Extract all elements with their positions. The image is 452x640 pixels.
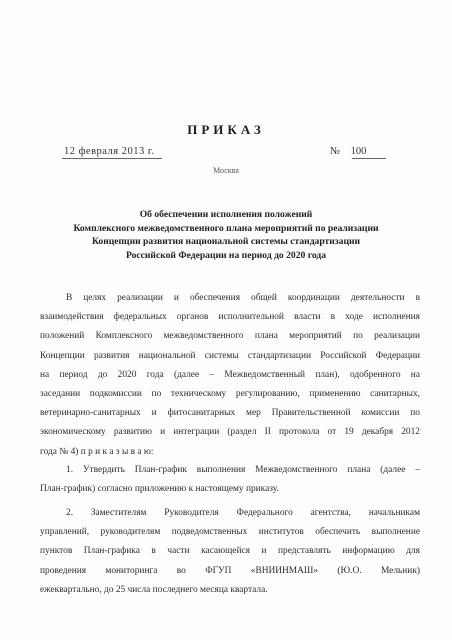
paragraph-line: заседании подкомиссии по техническому регулированию, применению санитарных, <box>40 389 420 400</box>
item-line: проведения мониторинга во ФГУП «ВНИИНМАШ» (Ю.О. Мельник) <box>40 565 420 576</box>
paragraph-preamble <box>40 289 420 462</box>
paragraph-line: В целях реализации и обеспечения общей координации деятельности в <box>66 293 420 303</box>
item-line: пунктов План-графика в части касающейся и представлять информацию для <box>40 546 420 557</box>
paragraph-line: на период до 2020 года (далее – Межведомственный план), одобренного на <box>40 369 420 380</box>
subject-line: Об обеспечении исполнения положений <box>139 209 313 220</box>
number-label: № <box>330 146 341 157</box>
document-date: 12 февраля 2013 г. <box>64 146 155 157</box>
paragraph-line: ветеринарно-санитарных и фитосанитарных мер Правительственной комиссии по <box>40 408 420 419</box>
paragraph-line: положений Комплексного межведомственного плана мероприятий по реализации <box>40 331 420 342</box>
document-subject <box>0 208 452 262</box>
paragraph-line: экономическому развитию и интеграции (раздел II протокола от 19 декабря 2012 <box>40 427 420 438</box>
subject-line: Российской Федерации на период до 2020 года <box>125 249 327 261</box>
number-underline <box>352 158 386 159</box>
item-line: ежеквартально, до 25 числа последнего месяца квартала. <box>40 584 268 595</box>
subject-line: Комплексного межведомственного плана мероприятий по реализации <box>73 222 379 234</box>
paragraph-line: года № 4) п р и к а з ы в а ю: <box>40 446 154 457</box>
item-line: 2. Заместителям Руководителя Федерального агентства, начальникам <box>66 508 420 518</box>
paragraph-line: Концепции развития национальной системы стандартизации Российской Федерации <box>40 350 420 361</box>
item-1 <box>40 461 420 499</box>
item-2 <box>40 504 420 600</box>
paragraph-line: взаимодействия федеральных органов исполнительной власти в ходе исполнения <box>40 312 420 323</box>
number-value: 100 <box>350 146 367 157</box>
item-line: управлений, руководителям подведомственных институтов обеспечить выполнение <box>40 527 420 538</box>
item-line: План-график) согласно приложению к настоящему приказу. <box>40 484 279 495</box>
date-underline <box>62 158 162 159</box>
document-city: Москва <box>213 166 239 175</box>
item-line: 1. Утвердить План-график выполнения Межведомственного плана (далее – <box>66 465 420 475</box>
subject-line: Концепции развития национальной системы стандартизации <box>91 236 361 247</box>
document-number <box>330 146 366 157</box>
document-title: ПРИКАЗ <box>187 122 265 137</box>
